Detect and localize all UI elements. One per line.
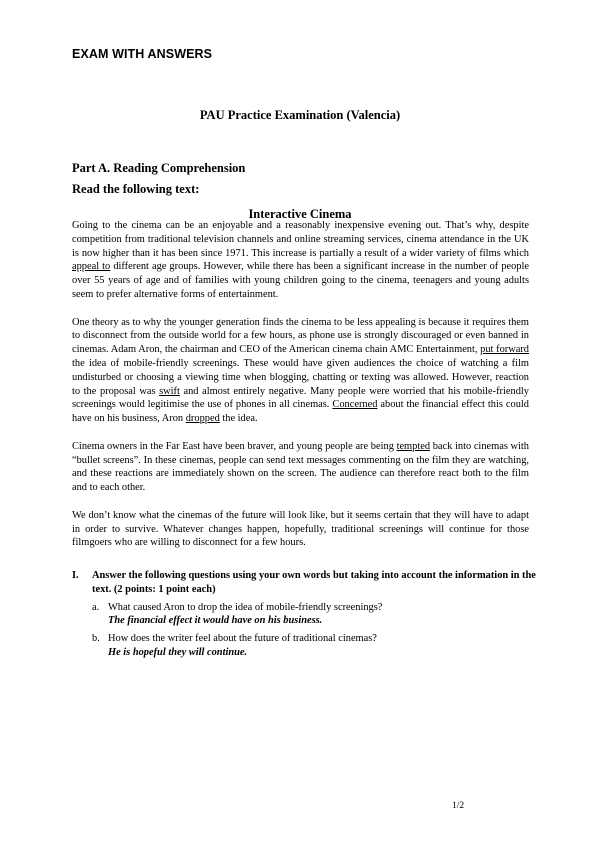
page-number: 1/2 bbox=[452, 801, 465, 811]
article-body bbox=[72, 219, 529, 564]
question-number: I. bbox=[72, 570, 79, 581]
underlined-term: Concerned bbox=[332, 399, 378, 411]
exam-header: EXAM WITH ANSWERS bbox=[72, 47, 213, 61]
question-letter: a. bbox=[92, 601, 100, 613]
question-instruction: Answer the following questions using your own words but taking into account the information in the text. (2 points: 1 point each) bbox=[92, 570, 536, 595]
question-section bbox=[72, 569, 542, 664]
question-text: What caused Aron to drop the idea of mobile-friendly screenings? bbox=[108, 601, 383, 613]
question-letter: b. bbox=[92, 633, 100, 645]
text-run: Going to the cinema can be an enjoyable and a reasonably inexpensive evening out. That’s why, despite competition from traditional television channels and online streaming services, cinema attendance in the UK is now higher than it has been since 1971. This increase is partially a result of a wider variety of films which bbox=[72, 220, 529, 259]
text-run: and almost entirely negative. Many people were worried that his mobile-friendly screenings would legitimise the use of phones in all cinemas. bbox=[72, 385, 529, 411]
underlined-term: tempted bbox=[396, 440, 431, 452]
exam-title: PAU Practice Examination (Valencia) bbox=[199, 108, 401, 122]
text-run: One theory as to why the younger generation finds the cinema to be less appealing is because it requires them to disconnect from the outside world for a few hours, as phone use is strongly discouraged or even banned in cinemas. Adam Aron, the chairman and CEO of the American cinema chain AMC Entertainment, bbox=[72, 316, 529, 356]
text-run: the idea of mobile-friendly screenings. These would have given audiences the choice of watching a film undisturbed or choosing a viewing time when blogging, chatting or texting was allowed. However, reaction to the proposal was bbox=[72, 357, 529, 397]
text-run: different age groups. However, while there has been a significant increase in the number of people over 55 years of age and of families with young children going to the cinema, teenagers and young adults seem to prefer alternative forms of entertainment. bbox=[72, 261, 530, 300]
answer-text: The financial effect it would have on his business. bbox=[108, 615, 323, 627]
article-paragraph-1 bbox=[72, 219, 529, 302]
underlined-term: put forward bbox=[480, 344, 529, 356]
underlined-term: swift bbox=[159, 385, 180, 397]
article-paragraph-2 bbox=[72, 316, 529, 426]
reading-instruction: Read the following text: bbox=[72, 182, 200, 196]
text-run: the idea. bbox=[219, 413, 258, 425]
article-paragraph-4: We don’t know what the cinemas of the future will look like, but it seems certain that they will have to adapt in order to survive. Whatever changes happen, hopefully, traditional screenings will continue for those filmgoers who are willing to disconnect for a few hours. bbox=[72, 509, 529, 549]
article-title: Interactive Cinema bbox=[248, 207, 352, 221]
question-item bbox=[92, 601, 542, 629]
underlined-term: appeal to bbox=[72, 261, 111, 273]
question-list bbox=[92, 601, 542, 660]
underlined-term: dropped bbox=[185, 413, 220, 425]
text-run: about the financial effect this could have on his business, Aron bbox=[72, 399, 530, 425]
question-item bbox=[92, 632, 542, 660]
article-paragraph-3 bbox=[72, 440, 529, 495]
answer-text: He is hopeful they will continue. bbox=[108, 646, 248, 658]
part-heading: Part A. Reading Comprehension bbox=[72, 161, 246, 175]
text-run: back into cinemas with “bullet screens”. In these cinemas, people can send text messages commenting on the film they are watching, and these reactions are immediately shown on the screen. The audience can therefore react both to the film and to each other. bbox=[72, 440, 530, 494]
question-text: How does the writer feel about the future of traditional cinemas? bbox=[108, 633, 377, 645]
text-run: Cinema owners in the Far East have been braver, and young people are being bbox=[72, 440, 397, 452]
